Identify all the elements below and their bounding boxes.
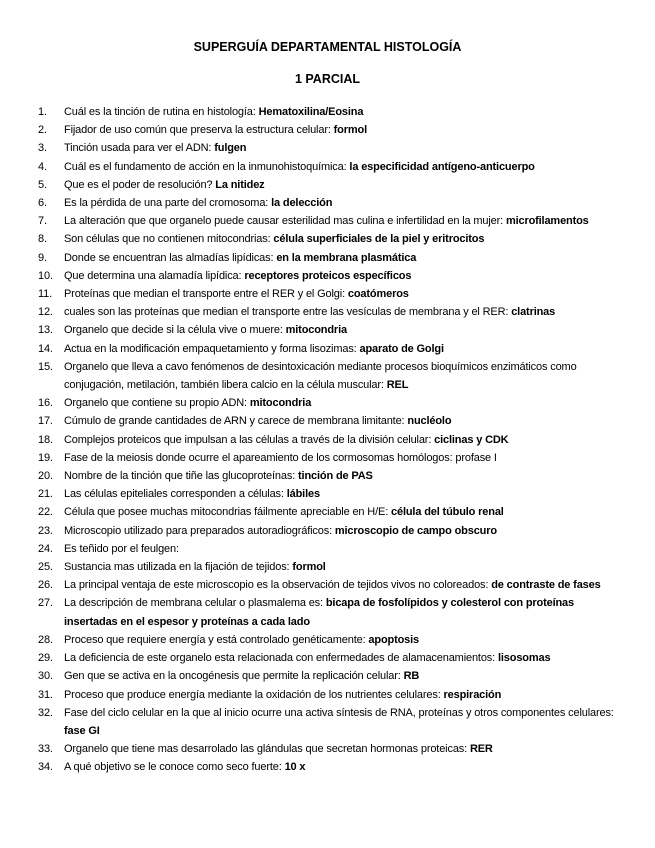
question-number: 34.: [38, 761, 53, 774]
question-prompt: A qué objetivo se le conoce como seco fuerte:: [64, 761, 285, 774]
question-number: 29.: [38, 652, 53, 665]
question-item: [38, 631, 630, 649]
question-number: 13.: [38, 324, 53, 337]
question-number: 12.: [38, 306, 53, 319]
question-prompt: Célula que posee muchas mitocondrias fáilmente apreciable en H/E:: [64, 506, 392, 519]
question-item: [38, 594, 630, 630]
question-prompt: Fijador de uso común que preserva la estructura celular:: [64, 124, 334, 137]
question-number: 10.: [38, 269, 53, 282]
question-answer: apoptosis: [368, 633, 420, 646]
question-answer: célula superficiales de la piel y eritrocitos: [273, 233, 485, 246]
question-answer: RB: [403, 670, 420, 683]
question-number: 15.: [38, 360, 53, 373]
question-answer: formol: [333, 124, 367, 137]
question-answer: REL: [386, 379, 409, 392]
question-number: 5.: [38, 178, 47, 191]
question-answer: respiración: [443, 688, 502, 701]
question-answer: fase GI: [64, 724, 100, 737]
question-answer: RER: [469, 743, 493, 756]
question-prompt: Proteínas que median el transporte entre el RER y el Golgi:: [64, 288, 348, 301]
question-prompt: La principal ventaja de este microscopio es la observación de tejidos vivos no coloreados:: [64, 579, 492, 592]
question-number: 11.: [38, 288, 53, 301]
question-number: 7.: [38, 215, 47, 228]
question-text: [64, 212, 630, 230]
question-answer: lisosomas: [497, 652, 551, 665]
question-answer: nucléolo: [407, 415, 452, 428]
document-subtitle: 1 PARCIAL: [294, 72, 361, 86]
question-text: [64, 503, 630, 521]
question-prompt: Tinción usada para ver el ADN:: [64, 142, 215, 155]
question-text: [64, 340, 630, 358]
question-prompt: La descripción de membrana celular o plasmalema es:: [64, 597, 326, 610]
question-answer: mitocondria: [285, 324, 347, 337]
question-item: [38, 412, 630, 430]
document-title: SUPERGUÍA DEPARTAMENTAL HISTOLOGÍA: [193, 40, 462, 54]
question-prompt: Gen que se activa en la oncogénesis que permite la replicación celular:: [64, 670, 404, 683]
question-item: [38, 212, 630, 230]
question-answer: en la membrana plasmática: [276, 251, 417, 264]
question-prompt: Organelo que contiene su propio ADN:: [64, 397, 250, 410]
question-item: [38, 503, 630, 521]
question-text: [64, 358, 630, 394]
question-item: [38, 267, 630, 285]
question-item: [38, 358, 630, 394]
question-text: [64, 467, 630, 485]
question-item: [38, 704, 630, 740]
question-prompt: Organelo que tiene mas desarrolado las glándulas que secretan hormonas proteicas:: [64, 743, 470, 756]
question-item: [38, 139, 630, 157]
question-number: 3.: [38, 142, 47, 155]
question-number: 23.: [38, 524, 53, 537]
question-item: [38, 121, 630, 139]
question-text: [64, 103, 630, 121]
question-item: [38, 485, 630, 503]
question-prompt: cuales son las proteínas que median el transporte entre las vesículas de membrana y el RER:: [64, 306, 512, 319]
question-text: [64, 121, 630, 139]
question-prompt: Microscopio utilizado para preparados autoradiográficos:: [64, 524, 335, 537]
question-text: [64, 176, 630, 194]
question-answer: célula del túbulo renal: [391, 506, 504, 519]
question-answer: mitocondria: [249, 397, 312, 410]
question-answer: receptores proteicos específicos: [244, 269, 412, 282]
question-text: [64, 667, 630, 685]
question-text: [64, 230, 630, 248]
question-text: [64, 267, 630, 285]
question-prompt: Complejos proteicos que impulsan a las células a través de la división celular:: [64, 433, 435, 446]
question-prompt: La deficiencia de este organelo esta relacionada con enfermedades de alamacenamientos:: [64, 652, 498, 665]
question-number: 31.: [38, 688, 53, 701]
question-prompt: Que es el poder de resolución?: [64, 178, 216, 191]
question-number: 16.: [38, 397, 53, 410]
question-prompt: Fase de la meiosis donde ocurre el apareamiento de los cormosomas homólogos: profase I: [64, 451, 497, 464]
question-item: [38, 740, 630, 758]
question-text: [64, 631, 630, 649]
question-item: [38, 667, 630, 685]
question-number: 20.: [38, 470, 53, 483]
question-prompt: Fase del ciclo celular en la que al inicio ocurre una activa síntesis de RNA, proteínas y otros componentes celulares:: [64, 706, 614, 719]
question-text: [64, 649, 630, 667]
question-prompt: Cúmulo de grande cantidades de ARN y carece de membrana limitante:: [64, 415, 408, 428]
question-number: 17.: [38, 415, 53, 428]
question-prompt: Las células epiteliales corresponden a células:: [64, 488, 287, 501]
question-answer: Hematoxilina/Eosina: [258, 106, 364, 118]
question-item: [38, 649, 630, 667]
question-answer: 10 x: [284, 761, 306, 774]
question-text: [64, 576, 630, 594]
question-number: 26.: [38, 579, 53, 592]
question-answer: tinción de PAS: [298, 470, 373, 483]
question-prompt: Es teñido por el feulgen:: [64, 542, 179, 555]
question-prompt: Que determina una alamadía lipídica:: [64, 269, 245, 282]
question-item: [38, 285, 630, 303]
question-text: [64, 394, 630, 412]
question-item: [38, 758, 630, 776]
question-text: [64, 194, 630, 212]
question-answer: formol: [292, 561, 326, 574]
question-answer: lábiles: [286, 488, 320, 501]
question-text: [64, 158, 630, 176]
question-item: [38, 540, 630, 558]
question-answer: La nitidez: [215, 178, 265, 191]
question-answer: aparato de Golgi: [359, 342, 444, 355]
question-answer: microfilamentos: [505, 215, 589, 228]
question-text: [64, 704, 630, 740]
question-text: [64, 558, 630, 576]
question-prompt: Organelo que lleva a cavo fenómenos de desintoxicación mediante procesos bioquímicos enzimáticos como conjugación, metilación, también libera calcio en la célula muscular:: [64, 360, 577, 392]
question-item: [38, 431, 630, 449]
question-text: [64, 522, 630, 540]
question-item: [38, 576, 630, 594]
question-text: [64, 686, 630, 704]
question-item: [38, 103, 630, 121]
question-number: 6.: [38, 197, 47, 210]
question-number: 32.: [38, 706, 53, 719]
question-prompt: Son células que no contienen mitocondrias:: [64, 233, 274, 246]
question-item: [38, 340, 630, 358]
question-text: [64, 139, 630, 157]
question-prompt: Proceso que produce energía mediante la oxidación de los nutrientes celulares:: [64, 688, 444, 701]
question-item: [38, 194, 630, 212]
question-answer: microscopio de campo obscuro: [334, 524, 497, 537]
question-answer: bicapa de fosfolípidos y colesterol con proteínas insertadas en el espesor y proteínas a cada lado: [64, 597, 574, 628]
question-number: 22.: [38, 506, 53, 519]
question-item: [38, 321, 630, 339]
question-number: 9.: [38, 251, 47, 264]
question-item: [38, 176, 630, 194]
question-list: [38, 103, 630, 777]
question-number: 25.: [38, 561, 53, 574]
question-prompt: Nombre de la tinción que tiñe las glucoproteínas:: [64, 470, 299, 483]
question-item: [38, 558, 630, 576]
question-item: [38, 158, 630, 176]
question-item: [38, 449, 630, 467]
question-text: [64, 321, 630, 339]
question-answer: la delección: [271, 197, 333, 210]
question-item: [38, 522, 630, 540]
question-prompt: Donde se encuentran las almadías lipídicas:: [64, 251, 277, 264]
question-prompt: Organelo que decide si la célula vive o muere:: [64, 324, 286, 337]
question-number: 21.: [38, 488, 53, 501]
question-number: 30.: [38, 670, 53, 683]
question-number: 1.: [38, 106, 47, 118]
question-text: [64, 412, 630, 430]
question-text: [64, 431, 630, 449]
question-number: 18.: [38, 433, 53, 446]
question-number: 8.: [38, 233, 47, 246]
question-number: 4.: [38, 160, 47, 173]
question-text: [64, 285, 630, 303]
question-prompt: Sustancia mas utilizada en la fijación de tejidos:: [64, 561, 293, 574]
question-text: [64, 303, 630, 321]
question-prompt: Cuál es la tinción de rutina en histología:: [64, 106, 259, 118]
question-prompt: Cuál es el fundamento de acción en la inmunohistoquímica:: [64, 160, 350, 173]
question-text: [64, 740, 630, 758]
question-number: 33.: [38, 743, 53, 756]
question-text: [64, 485, 630, 503]
question-prompt: Proceso que requiere energía y está controlado genéticamente:: [64, 633, 369, 646]
question-number: 27.: [38, 597, 53, 610]
question-item: [38, 249, 630, 267]
question-item: [38, 467, 630, 485]
question-text: [64, 249, 630, 267]
question-item: [38, 230, 630, 248]
question-answer: la especificidad antígeno-anticuerpo: [349, 160, 535, 173]
question-prompt: La alteración que que organelo puede causar esterilidad mas culina e infertilidad en la mujer:: [64, 215, 506, 228]
question-number: 2.: [38, 124, 47, 137]
question-answer: clatrinas: [511, 306, 556, 319]
question-answer: coatómeros: [347, 288, 409, 301]
question-item: [38, 394, 630, 412]
question-answer: ciclinas y CDK: [434, 433, 509, 446]
question-text: [64, 758, 630, 776]
question-answer: de contraste de fases: [491, 579, 601, 592]
question-number: 14.: [38, 342, 53, 355]
question-prompt: Actua en la modificación empaquetamiento y forma lisozimas:: [64, 342, 360, 355]
question-number: 24.: [38, 542, 53, 555]
question-text: [64, 449, 630, 467]
question-number: 19.: [38, 451, 53, 464]
question-prompt: Es la pérdida de una parte del cromosoma:: [64, 197, 272, 210]
question-number: 28.: [38, 633, 53, 646]
question-item: [38, 303, 630, 321]
question-answer: fulgen: [214, 142, 247, 155]
question-text: [64, 540, 630, 558]
question-item: [38, 686, 630, 704]
question-text: [64, 594, 630, 630]
